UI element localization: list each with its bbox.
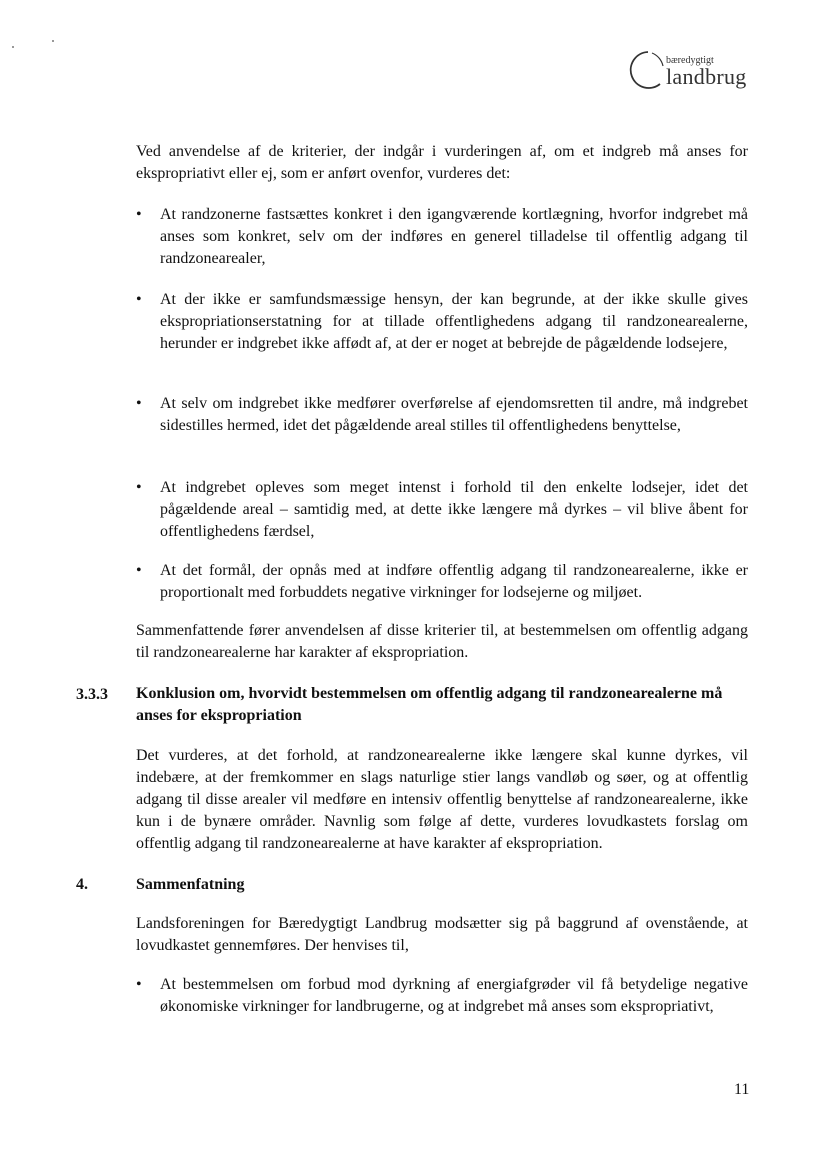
section-body-text: Landsforeningen for Bæredygtigt Landbrug modsætter sig på baggrund af ovenstående, at lovudkastet gennemføres. Der henvises til, xyxy=(136,915,748,954)
bullet-icon: • xyxy=(136,206,142,223)
scan-speck xyxy=(12,46,14,48)
list-item-text: At bestemmelsen om forbud mod dyrkning af energiafgrøder vil få betydelige negative økonomiske virkninger for landbrugerne, og at indgrebet må anses som ekspropriativt, xyxy=(160,976,748,1015)
bullet-icon: • xyxy=(136,395,142,412)
page-number: 11 xyxy=(734,1081,750,1098)
logo-big-text: landbrug xyxy=(666,64,747,89)
bullet-icon: • xyxy=(136,291,142,308)
summary-paragraph xyxy=(136,620,748,664)
scan-speck xyxy=(52,40,54,42)
list-item-text: At indgrebet opleves som meget intenst i forhold til den enkelte lodsejer, idet det pågældende areal – samtidig med, at dette ikke længere må dyrkes – vil blive åbent for offentlighedens færdsel, xyxy=(160,479,748,540)
section-body xyxy=(136,745,748,855)
list-item-text: At der ikke er samfundsmæssige hensyn, der kan begrunde, at der ikke skulle gives ekspropriationserstatning for at tillade offentlighedens adgang til randzonearealerne, herunder er indgrebet ikke affødt af, at der er noget at bebrejde de pågældende lodsejere, xyxy=(160,291,748,352)
logo-circle-icon xyxy=(622,46,668,96)
list-item-text: At randzonerne fastsættes konkret i den igangværende kortlægning, hvorfor indgrebet må anses som konkret, selv om der indføres en generel tilladelse til offentlig adgang til randzonearealer, xyxy=(160,206,748,267)
bullet-icon: • xyxy=(136,562,142,579)
intro-text: Ved anvendelse af de kriterier, der indgår i vurderingen af, om et indgreb må anses for ekspropriativt eller ej, som er anført ovenfor, vurderes det: xyxy=(136,143,748,182)
logo-small-text: bæredygtigt xyxy=(666,55,714,66)
section-body-text: Det vurderes, at det forhold, at randzonearealerne ikke længere skal kunne dyrkes, vil indebære, at der fremkommer en slags naturlige stier langs vandløb og søer, og at offentlig adgang til disse arealer vil medføre en intensiv offentlig benyttelse af randzonearealerne, ikke kun i de bynære områder. Navnlig som følge af dette, vurderes lovudkastets forslag om offentlig adgang til randzonearealerne at have karakter af ekspropriation. xyxy=(136,747,748,852)
section-heading: Sammenfatning xyxy=(136,876,245,893)
bullet-icon: • xyxy=(136,479,142,496)
list-item-text: At det formål, der opnås med at indføre offentlig adgang til randzonearealerne, ikke er proportionalt med forbuddets negative virkninger for lodsejerne og miljøet. xyxy=(160,562,748,601)
baeredygtigt-landbrug-logo xyxy=(622,46,752,96)
list-item-text: At selv om indgrebet ikke medfører overførelse af ejendomsretten til andre, må indgrebet sidestilles hermed, idet det pågældende areal stilles til offentlighedens benyttelse, xyxy=(160,395,748,434)
section-body xyxy=(136,913,748,957)
intro-paragraph xyxy=(136,141,748,185)
section-heading: Konklusion om, hvorvidt bestemmelsen om offentlig adgang til randzonearealerne må anses for ekspropriation xyxy=(136,685,723,724)
section-number: 4. xyxy=(76,876,88,893)
bullet-icon: • xyxy=(136,976,142,993)
summary-text: Sammenfattende fører anvendelsen af disse kriterier til, at bestemmelsen om offentlig adgang til randzonearealerne har karakter af ekspropriation. xyxy=(136,622,748,661)
section-number: 3.3.3 xyxy=(76,686,108,703)
